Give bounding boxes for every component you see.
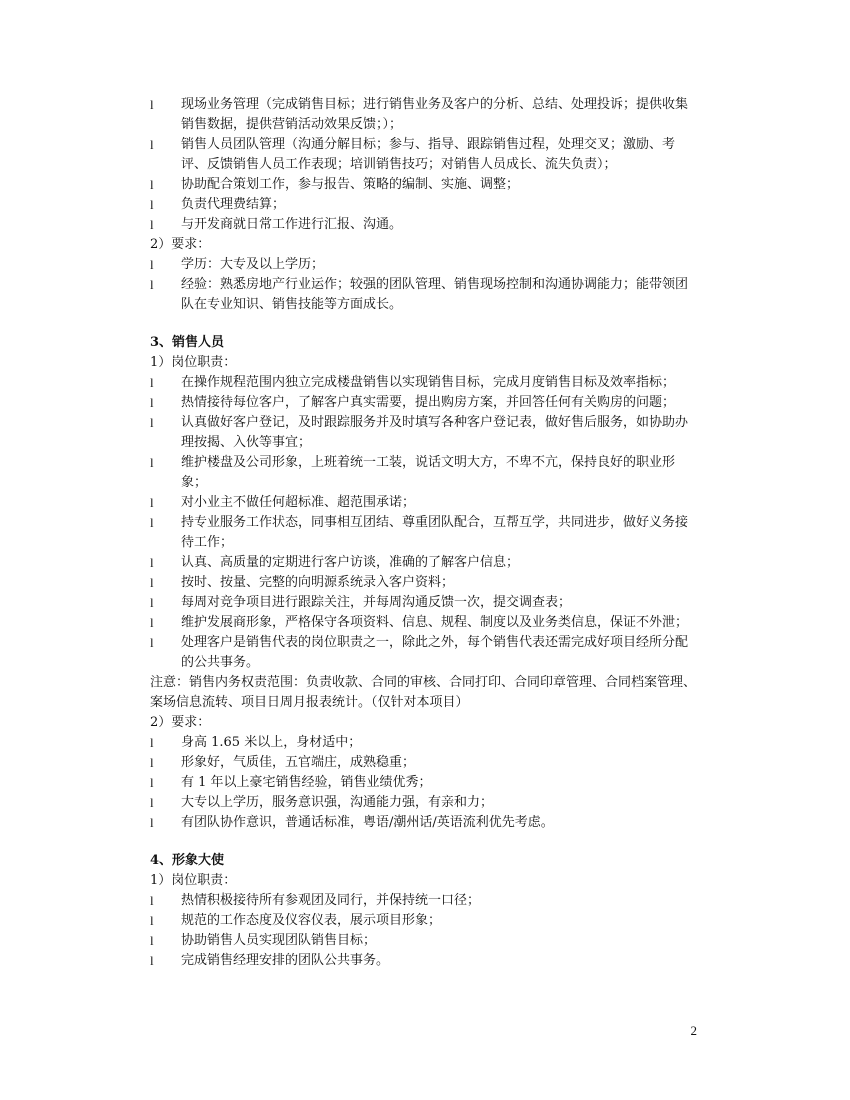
bullet-marker: l: [150, 555, 154, 570]
bullet-marker: l: [150, 455, 154, 470]
section2-duties-list: [150, 95, 698, 235]
list-item: [150, 255, 698, 275]
bullet-marker: l: [150, 177, 154, 192]
list-item-text: 协助配合策划工作，参与报告、策略的编制、实施、调整；: [181, 177, 520, 192]
list-item-text: 热情积极接待所有参观团及同行，并保持统一口径；: [181, 893, 481, 908]
list-item-text: 形象好，气质佳，五官端庄，成熟稳重；: [181, 755, 416, 770]
list-item-text: 大专以上学历，服务意识强，沟通能力强，有亲和力；: [181, 795, 494, 810]
bullet-marker: l: [150, 197, 154, 212]
list-item: [150, 633, 698, 673]
bullet-marker: l: [150, 375, 154, 390]
list-item: [150, 931, 698, 951]
list-item-text: 每周对竞争项目进行跟踪关注，并每周沟通反馈一次，提交调查表；: [181, 595, 572, 610]
list-item: [150, 911, 698, 931]
list-item: [150, 613, 698, 633]
bullet-marker: l: [150, 735, 154, 750]
bullet-marker: l: [150, 595, 154, 610]
bullet-marker: l: [150, 137, 154, 152]
bullet-marker: l: [150, 615, 154, 630]
list-item: [150, 891, 698, 911]
list-item-text: 经验：熟悉房地产行业运作；较强的团队管理、销售现场控制和沟通协调能力；能带领团队在专业知识、销售技能等方面成长。: [181, 277, 689, 312]
list-item-text: 规范的工作态度及仪容仪表，展示项目形象；: [181, 913, 442, 928]
list-item: [150, 195, 698, 215]
list-item-text: 维护楼盘及公司形象，上班着统一工装，说话文明大方，不卑不亢，保持良好的职业形象；: [181, 455, 676, 490]
list-item-text: 持专业服务工作状态，同事相互团结、尊重团队配合，互帮互学，共同进步，做好义务接待工作；: [181, 515, 689, 550]
list-item: [150, 95, 698, 135]
bullet-marker: l: [150, 635, 154, 650]
bullet-marker: l: [150, 217, 154, 232]
list-item: [150, 573, 698, 593]
bullet-marker: l: [150, 495, 154, 510]
list-item: [150, 175, 698, 195]
document-body: [150, 95, 698, 971]
bullet-marker: l: [150, 277, 154, 292]
list-item-text: 在操作规程范围内独立完成楼盘销售以实现销售目标，完成月度销售目标及效率指标；: [181, 375, 676, 390]
bullet-marker: l: [150, 755, 154, 770]
list-item-text: 处理客户是销售代表的岗位职责之一，除此之外，每个销售代表还需完成好项目经所分配的公共事务。: [181, 635, 689, 670]
list-item: [150, 733, 698, 753]
list-item: [150, 493, 698, 513]
list-item: [150, 553, 698, 573]
bullet-marker: l: [150, 97, 154, 112]
list-item-text: 完成销售经理安排的团队公共事务。: [181, 953, 390, 968]
bullet-marker: l: [150, 415, 154, 430]
list-item-text: 现场业务管理（完成销售目标；进行销售业务及客户的分析、总结、处理投诉；提供收集销售数据，提供营销活动效果反馈；）；: [181, 97, 689, 132]
bullet-marker: l: [150, 913, 154, 928]
section4-duties-label: 1）岗位职责：: [150, 873, 237, 888]
section3-duties-list: [150, 373, 698, 673]
page-number: 2: [690, 1023, 697, 1038]
list-item-text: 按时、按量、完整的向明源系统录入客户资料；: [181, 575, 455, 590]
section3-heading: 3、销售人员: [150, 335, 225, 350]
list-item-text: 有 1 年以上豪宅销售经验，销售业绩优秀；: [181, 775, 432, 790]
list-item: [150, 753, 698, 773]
list-item: [150, 413, 698, 453]
bullet-marker: l: [150, 775, 154, 790]
list-item-text: 有团队协作意识，普通话标准，粤语/潮州话/英语流利优先考虑。: [181, 815, 554, 830]
list-item: [150, 453, 698, 493]
bullet-marker: l: [150, 257, 154, 272]
list-item: [150, 393, 698, 413]
list-item-text: 销售人员团队管理（沟通分解目标；参与、指导、跟踪销售过程，处理交叉；激励、考评、反馈销售人员工作表现；培训销售技巧；对销售人员成长、流失负责）；: [181, 137, 676, 172]
bullet-marker: l: [150, 395, 154, 410]
list-item-text: 身高 1.65 米以上，身材适中；: [181, 735, 362, 750]
list-item-text: 热情接待每位客户，了解客户真实需要，提出购房方案，并回答任何有关购房的问题；: [181, 395, 676, 410]
section3-requirements-label: 2）要求：: [150, 715, 211, 730]
list-item-text: 维护发展商形象，严格保守各项资料、信息、规程、制度以及业务类信息，保证不外泄；: [181, 615, 689, 630]
section4-duties-list: [150, 891, 698, 971]
list-item-text: 认真做好客户登记，及时跟踪服务并及时填写各种客户登记表，做好售后服务，如协助办理按揭、入伙等事宜；: [181, 415, 689, 450]
list-item: [150, 773, 698, 793]
list-item-text: 负责代理费结算；: [181, 197, 286, 212]
list-item-text: 学历：大专及以上学历；: [181, 257, 325, 272]
section4-heading: 4、形象大使: [150, 853, 225, 868]
list-item: [150, 275, 698, 315]
list-item: [150, 793, 698, 813]
list-item: [150, 593, 698, 613]
bullet-marker: l: [150, 575, 154, 590]
section2-requirements-list: [150, 255, 698, 315]
list-item-text: 与开发商就日常工作进行汇报、沟通。: [181, 217, 403, 232]
list-item-text: 对小业主不做任何超标准、超范围承诺；: [181, 495, 416, 510]
list-item: [150, 513, 698, 553]
list-item: [150, 135, 698, 175]
bullet-marker: l: [150, 893, 154, 908]
bullet-marker: l: [150, 795, 154, 810]
list-item: [150, 373, 698, 393]
bullet-marker: l: [150, 953, 154, 968]
bullet-marker: l: [150, 815, 154, 830]
list-item-text: 认真、高质量的定期进行客户访谈，准确的了解客户信息；: [181, 555, 520, 570]
section3-requirements-list: [150, 733, 698, 833]
section3-note: 注意：销售内务权责范围：负责收款、合同的审核、合同打印、合同印章管理、合同档案管理、案场信息流转、项目日周月报表统计。（仅针对本项目）: [150, 675, 697, 710]
section2-requirements-label: 2）要求：: [150, 237, 211, 252]
bullet-marker: l: [150, 933, 154, 948]
list-item: [150, 215, 698, 235]
list-item: [150, 951, 698, 971]
list-item-text: 协助销售人员实现团队销售目标；: [181, 933, 377, 948]
list-item: [150, 813, 698, 833]
section3-duties-label: 1）岗位职责：: [150, 355, 237, 370]
bullet-marker: l: [150, 515, 154, 530]
